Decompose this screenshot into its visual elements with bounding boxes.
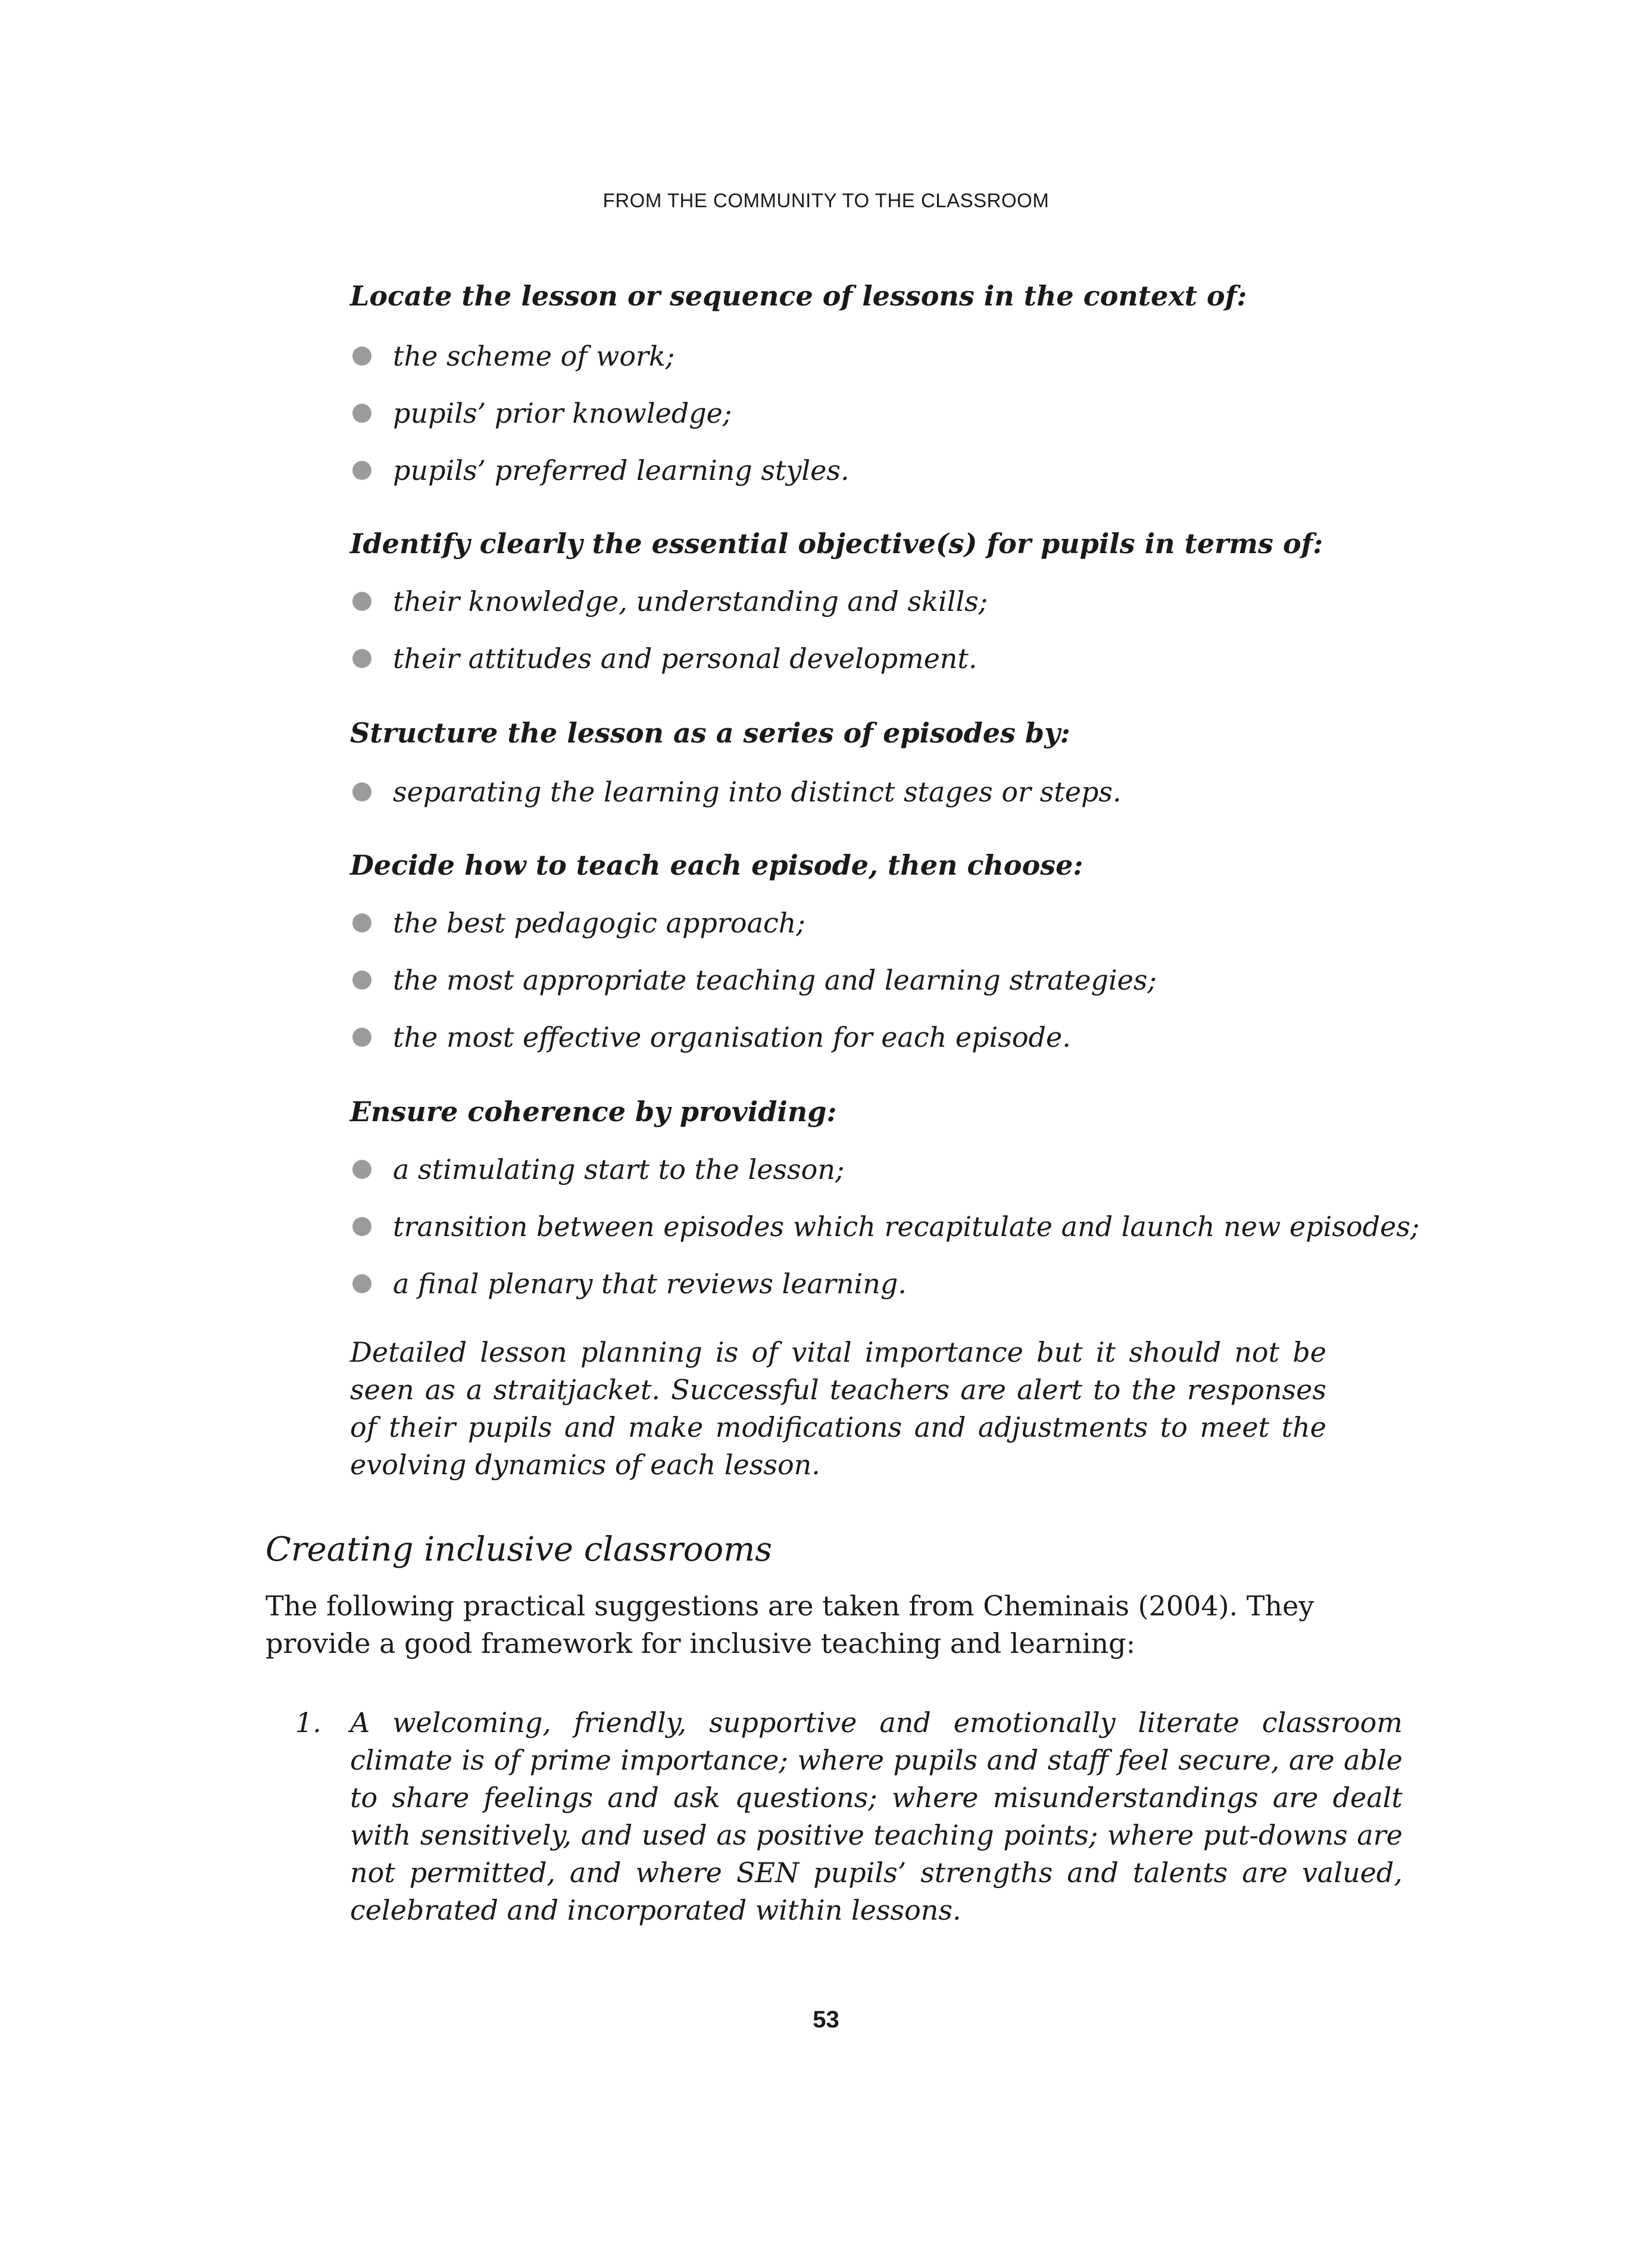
bullet-dot-icon: [352, 347, 371, 366]
bullet-dot-icon: [352, 592, 371, 611]
numbered-item-text: A welcoming, friendly, supportive and emotionally literate classroom climate is of prime importance; where pupils and staff feel secure, are able to share feelings and ask questions; where misunderstandings are dealt with sensitively, and used as positive teaching points; where put-downs are not permitted, and where SEN pupils’ strengths and talents are valued, celebrated and incorporated within lessons.: [350, 1706, 1403, 1926]
list-item: [352, 774, 1122, 810]
list-item: [352, 1152, 844, 1187]
list-item-text: pupils’ prior knowledge;: [393, 397, 732, 429]
bullet-dot-icon: [352, 913, 371, 932]
list-item-text: the best pedagogic approach;: [393, 907, 805, 939]
list-item: [352, 338, 674, 374]
bullet-dot-icon: [352, 1028, 371, 1047]
section-heading-decide: Decide how to teach each episode, then choose:: [350, 849, 1083, 881]
closing-note: Detailed lesson planning is of vital importance but it should not be seen as a straitjacket. Successful teachers are alert to the responses of their pupils and make modifications and adjustments to meet the evolving dynamics of each lesson.: [350, 1336, 1326, 1481]
bullet-dot-icon: [352, 404, 371, 423]
page-number: 53: [813, 2007, 839, 2033]
running-head: FROM THE COMMUNITY TO THE CLASSROOM: [602, 189, 1050, 211]
list-item: [352, 584, 988, 619]
list-item-text: a stimulating start to the lesson;: [393, 1153, 845, 1185]
bullet-dot-icon: [352, 1274, 371, 1293]
list-item: [352, 641, 978, 676]
list-item-text: separating the learning into distinct stages or steps.: [393, 776, 1122, 808]
list-item: [352, 1266, 907, 1302]
list-item: [352, 453, 850, 488]
list-item: [352, 1209, 1419, 1244]
section-heading-locate: Locate the lesson or sequence of lessons in the context of:: [350, 280, 1247, 312]
bullet-dot-icon: [352, 971, 371, 990]
numbered-item: [295, 1704, 1403, 1929]
bullet-dot-icon: [352, 1217, 371, 1236]
intro-paragraph: The following practical suggestions are taken from Cheminais (2004). They provide a good framework for inclusive teaching and learning:: [266, 1590, 1314, 1659]
section-heading-identify: Identify clearly the essential objective(s) for pupils in terms of:: [350, 528, 1323, 560]
list-item-text: pupils’ preferred learning styles.: [393, 454, 850, 486]
bullet-dot-icon: [352, 461, 371, 480]
list-item-text: the most appropriate teaching and learning strategies;: [393, 964, 1157, 996]
list-item-text: transition between episodes which recapitulate and launch new episodes;: [393, 1211, 1420, 1243]
list-item: [352, 905, 805, 941]
list-item-text: the most effective organisation for each episode.: [393, 1021, 1071, 1053]
list-item-text: their attitudes and personal development.: [393, 642, 978, 675]
bullet-dot-icon: [352, 649, 371, 668]
section-heading-structure: Structure the lesson as a series of episodes by:: [350, 717, 1070, 749]
subheading-creating-inclusive-classrooms: Creating inclusive classrooms: [266, 1530, 772, 1569]
list-item-text: the scheme of work;: [393, 340, 675, 372]
section-heading-ensure: Ensure coherence by providing:: [350, 1096, 837, 1128]
list-item: [352, 395, 732, 431]
list-item: [352, 962, 1157, 998]
list-item: [352, 1019, 1071, 1055]
numbered-item-label: 1.: [295, 1706, 321, 1739]
list-item-text: a final plenary that reviews learning.: [393, 1268, 907, 1300]
list-item-text: their knowledge, understanding and skills;: [393, 585, 988, 617]
bullet-dot-icon: [352, 1160, 371, 1179]
bullet-dot-icon: [352, 782, 371, 801]
